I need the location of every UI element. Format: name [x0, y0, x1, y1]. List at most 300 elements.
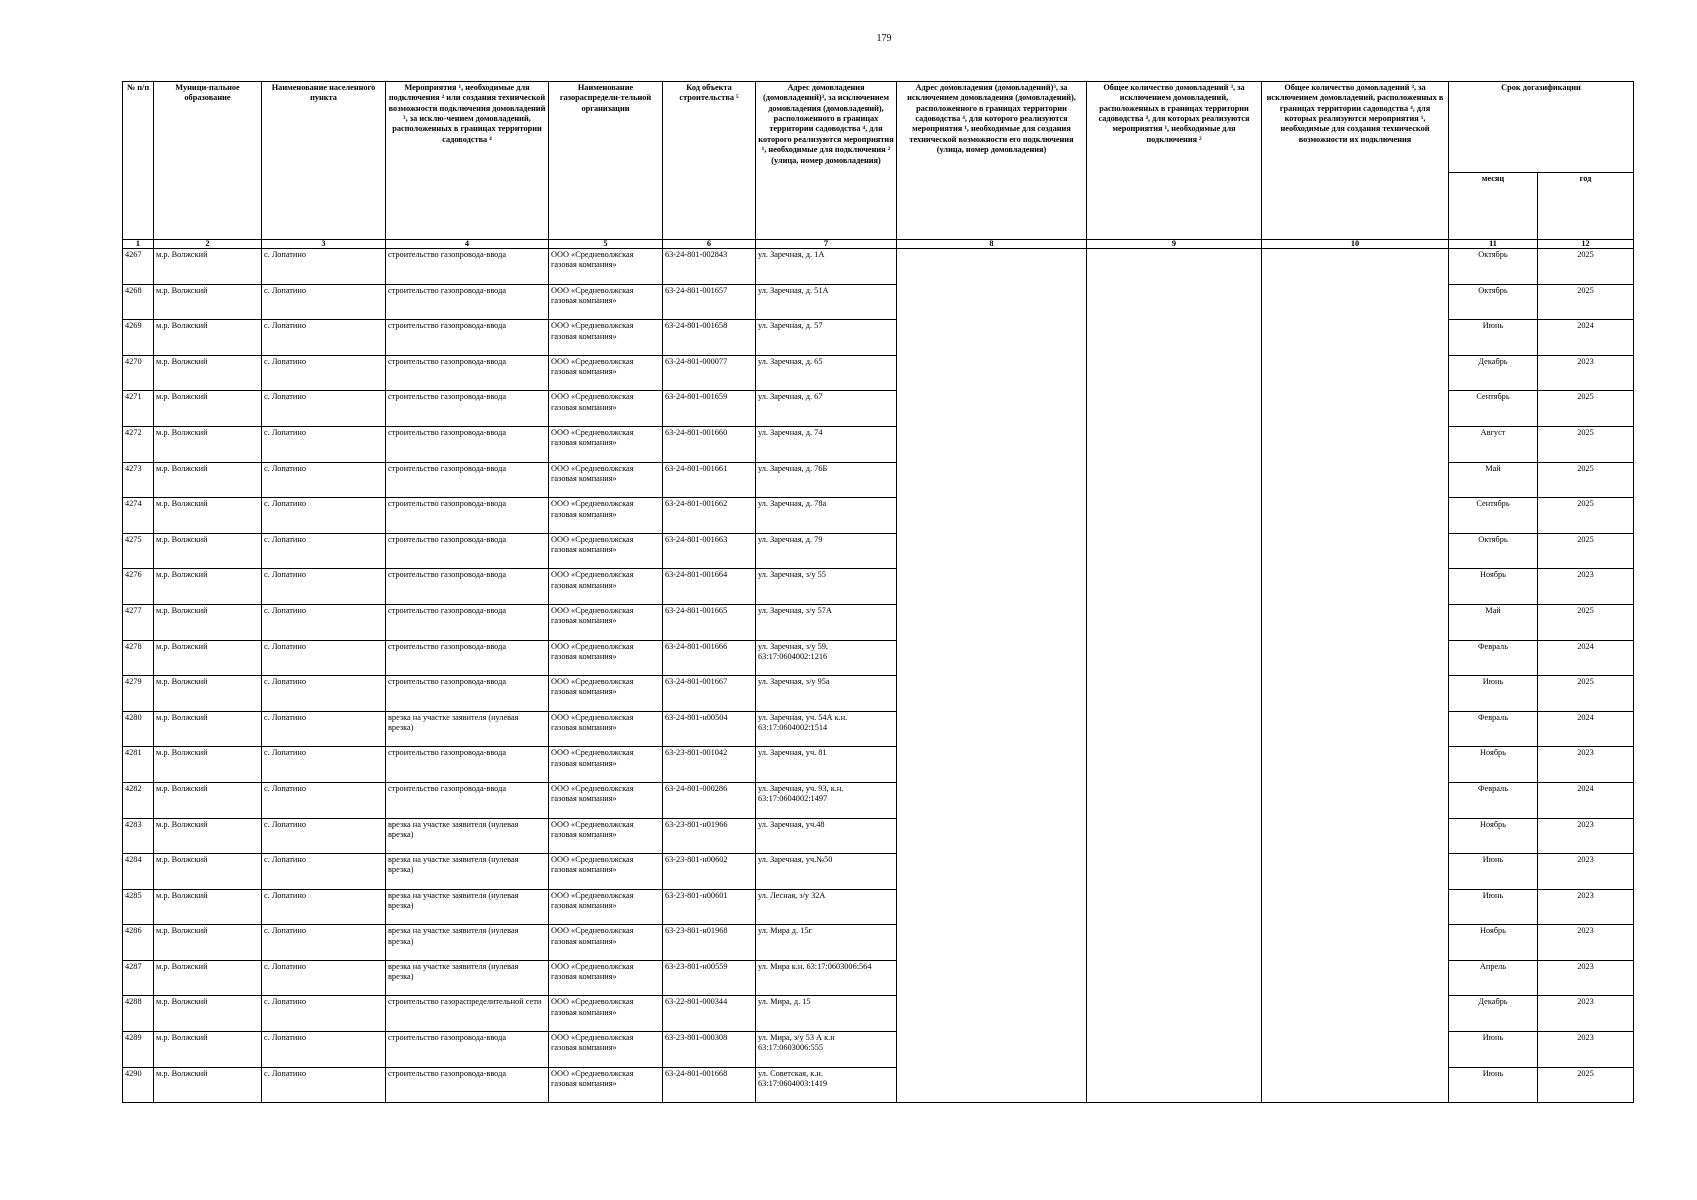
settlement-cell: с. Лопатино	[262, 426, 386, 462]
address-cell: ул. Заречная, д. 79	[756, 533, 897, 569]
column-number: 1	[123, 240, 154, 249]
activity-cell: строительство газопровода-ввода	[386, 426, 549, 462]
municipality-cell: м.р. Волжский	[154, 711, 262, 747]
count-technical-cell	[1262, 889, 1449, 925]
year-cell: 2025	[1538, 249, 1634, 285]
activity-cell: строительство газопровода-ввода	[386, 782, 549, 818]
year-cell: 2024	[1538, 640, 1634, 676]
object-code-cell: 63-24-801-001665	[663, 604, 756, 640]
address-cell: ул. Мира, з/у 53 А к.н 63:17:0603006:555	[756, 1032, 897, 1068]
organization-cell: ООО «Средневолжская газовая компания»	[549, 284, 663, 320]
settlement-cell: с. Лопатино	[262, 925, 386, 961]
activity-cell: строительство газопровода-ввода	[386, 498, 549, 534]
object-code-cell: 63-24-801-000286	[663, 782, 756, 818]
municipality-cell: м.р. Волжский	[154, 284, 262, 320]
settlement-cell: с. Лопатино	[262, 676, 386, 712]
table-row	[123, 604, 1634, 640]
table-row	[123, 711, 1634, 747]
address-technical-cell	[897, 889, 1087, 925]
month-cell: Июнь	[1449, 889, 1538, 925]
year-cell: 2025	[1538, 1067, 1634, 1103]
month-cell: Апрель	[1449, 960, 1538, 996]
address-technical-cell	[897, 960, 1087, 996]
address-technical-cell	[897, 533, 1087, 569]
municipality-cell: м.р. Волжский	[154, 996, 262, 1032]
year-cell: 2025	[1538, 426, 1634, 462]
table-row	[123, 426, 1634, 462]
gasification-registry-table	[122, 81, 1634, 1103]
row-number: 4268	[123, 284, 154, 320]
column-number-row	[123, 240, 1634, 249]
month-cell: Июнь	[1449, 320, 1538, 356]
address-technical-cell	[897, 462, 1087, 498]
activity-cell: строительство газопровода-ввода	[386, 320, 549, 356]
month-cell: Сентябрь	[1449, 498, 1538, 534]
object-code-cell: 63-24-801-001664	[663, 569, 756, 605]
row-number: 4288	[123, 996, 154, 1032]
header-col-address-connection: Адрес домовладения (домовладений)³, за исключением домовладения (домовладений), расположенного в границах территории садоводства ⁴, для которого реализуются мероприятия ¹, необходимые для подключения ² (улица, номер домовладения)	[756, 82, 897, 240]
address-technical-cell	[897, 996, 1087, 1032]
settlement-cell: с. Лопатино	[262, 854, 386, 890]
organization-cell: ООО «Средневолжская газовая компания»	[549, 498, 663, 534]
row-number: 4272	[123, 426, 154, 462]
address-cell: ул. Заречная, д. 74	[756, 426, 897, 462]
table-row	[123, 355, 1634, 391]
table-row	[123, 320, 1634, 356]
row-number: 4281	[123, 747, 154, 783]
address-technical-cell	[897, 711, 1087, 747]
table-row	[123, 747, 1634, 783]
row-number: 4290	[123, 1067, 154, 1103]
settlement-cell: с. Лопатино	[262, 462, 386, 498]
year-cell: 2024	[1538, 711, 1634, 747]
municipality-cell: м.р. Волжский	[154, 462, 262, 498]
count-connection-cell	[1087, 604, 1262, 640]
count-technical-cell	[1262, 996, 1449, 1032]
count-technical-cell	[1262, 711, 1449, 747]
count-technical-cell	[1262, 498, 1449, 534]
table-row	[123, 462, 1634, 498]
address-technical-cell	[897, 925, 1087, 961]
municipality-cell: м.р. Волжский	[154, 925, 262, 961]
year-cell: 2023	[1538, 747, 1634, 783]
object-code-cell: 63-24-801-001663	[663, 533, 756, 569]
organization-cell: ООО «Средневолжская газовая компания»	[549, 925, 663, 961]
month-cell: Июнь	[1449, 1032, 1538, 1068]
count-connection-cell	[1087, 640, 1262, 676]
activity-cell: строительство газопровода-ввода	[386, 676, 549, 712]
address-technical-cell	[897, 355, 1087, 391]
activity-cell: врезка на участке заявителя (нулевая врезка)	[386, 925, 549, 961]
month-cell: Декабрь	[1449, 996, 1538, 1032]
municipality-cell: м.р. Волжский	[154, 391, 262, 427]
municipality-cell: м.р. Волжский	[154, 498, 262, 534]
organization-cell: ООО «Средневолжская газовая компания»	[549, 711, 663, 747]
count-technical-cell	[1262, 676, 1449, 712]
activity-cell: строительство газопровода-ввода	[386, 355, 549, 391]
header-col-count-technical: Общее количество домовладений ³, за исключением домовладений, расположенных в границах территории садоводства ⁴, для которых реализуются мероприятия ¹, необходимые для создания технической возможности их подключения	[1262, 82, 1449, 240]
row-number: 4270	[123, 355, 154, 391]
count-connection-cell	[1087, 498, 1262, 534]
table-row	[123, 960, 1634, 996]
municipality-cell: м.р. Волжский	[154, 960, 262, 996]
year-cell: 2025	[1538, 676, 1634, 712]
address-technical-cell	[897, 854, 1087, 890]
count-technical-cell	[1262, 960, 1449, 996]
activity-cell: врезка на участке заявителя (нулевая врезка)	[386, 960, 549, 996]
organization-cell: ООО «Средневолжская газовая компания»	[549, 818, 663, 854]
municipality-cell: м.р. Волжский	[154, 533, 262, 569]
year-cell: 2025	[1538, 533, 1634, 569]
organization-cell: ООО «Средневолжская газовая компания»	[549, 604, 663, 640]
address-technical-cell	[897, 1067, 1087, 1103]
row-number: 4279	[123, 676, 154, 712]
address-cell: ул. Заречная, д. 78а	[756, 498, 897, 534]
table-row	[123, 498, 1634, 534]
column-number: 5	[549, 240, 663, 249]
activity-cell: строительство газопровода-ввода	[386, 284, 549, 320]
address-cell: ул. Заречная, д. 67	[756, 391, 897, 427]
year-cell: 2025	[1538, 604, 1634, 640]
month-cell: Август	[1449, 426, 1538, 462]
object-code-cell: 63-24-801-001657	[663, 284, 756, 320]
count-connection-cell	[1087, 569, 1262, 605]
object-code-cell: 63-24-801-001662	[663, 498, 756, 534]
activity-cell: строительство газопровода-ввода	[386, 1032, 549, 1068]
municipality-cell: м.р. Волжский	[154, 320, 262, 356]
year-cell: 2023	[1538, 854, 1634, 890]
year-cell: 2023	[1538, 925, 1634, 961]
month-cell: Октябрь	[1449, 533, 1538, 569]
address-cell: ул. Заречная, з/у 57А	[756, 604, 897, 640]
year-cell: 2024	[1538, 782, 1634, 818]
column-number: 3	[262, 240, 386, 249]
municipality-cell: м.р. Волжский	[154, 640, 262, 676]
count-connection-cell	[1087, 854, 1262, 890]
row-number: 4269	[123, 320, 154, 356]
address-cell: ул. Заречная, д. 65	[756, 355, 897, 391]
settlement-cell: с. Лопатино	[262, 498, 386, 534]
count-technical-cell	[1262, 782, 1449, 818]
month-cell: Сентябрь	[1449, 391, 1538, 427]
activity-cell: строительство газопровода-ввода	[386, 747, 549, 783]
organization-cell: ООО «Средневолжская газовая компания»	[549, 889, 663, 925]
municipality-cell: м.р. Волжский	[154, 355, 262, 391]
count-connection-cell	[1087, 533, 1262, 569]
table-row	[123, 782, 1634, 818]
table-row	[123, 889, 1634, 925]
row-number: 4277	[123, 604, 154, 640]
organization-cell: ООО «Средневолжская газовая компания»	[549, 747, 663, 783]
settlement-cell: с. Лопатино	[262, 533, 386, 569]
organization-cell: ООО «Средневолжская газовая компания»	[549, 391, 663, 427]
settlement-cell: с. Лопатино	[262, 782, 386, 818]
organization-cell: ООО «Средневолжская газовая компания»	[549, 782, 663, 818]
header-col-settlement: Наименование населенного пункта	[262, 82, 386, 240]
activity-cell: строительство газопровода-ввода	[386, 640, 549, 676]
activity-cell: строительство газопровода-ввода	[386, 533, 549, 569]
address-technical-cell	[897, 640, 1087, 676]
count-connection-cell	[1087, 889, 1262, 925]
table-row	[123, 569, 1634, 605]
year-cell: 2023	[1538, 569, 1634, 605]
count-connection-cell	[1087, 925, 1262, 961]
address-cell: ул. Заречная, з/у 59, 63:17:0604002:1216	[756, 640, 897, 676]
address-cell: ул. Заречная, д. 57	[756, 320, 897, 356]
count-connection-cell	[1087, 1032, 1262, 1068]
count-technical-cell	[1262, 640, 1449, 676]
count-technical-cell	[1262, 747, 1449, 783]
count-connection-cell	[1087, 782, 1262, 818]
settlement-cell: с. Лопатино	[262, 818, 386, 854]
address-technical-cell	[897, 391, 1087, 427]
address-cell: ул. Заречная, уч.№50	[756, 854, 897, 890]
table-row	[123, 854, 1634, 890]
municipality-cell: м.р. Волжский	[154, 747, 262, 783]
count-technical-cell	[1262, 604, 1449, 640]
year-cell: 2023	[1538, 996, 1634, 1032]
address-cell: ул. Заречная, уч.48	[756, 818, 897, 854]
address-technical-cell	[897, 782, 1087, 818]
count-connection-cell	[1087, 711, 1262, 747]
address-technical-cell	[897, 747, 1087, 783]
object-code-cell: 63-23-801-н01966	[663, 818, 756, 854]
address-cell: ул. Мира д. 15г	[756, 925, 897, 961]
settlement-cell: с. Лопатино	[262, 996, 386, 1032]
organization-cell: ООО «Средневолжская газовая компания»	[549, 533, 663, 569]
address-cell: ул. Заречная, д. 76Б	[756, 462, 897, 498]
row-number: 4274	[123, 498, 154, 534]
organization-cell: ООО «Средневолжская газовая компания»	[549, 355, 663, 391]
object-code-cell: 63-23-801-н00559	[663, 960, 756, 996]
count-technical-cell	[1262, 426, 1449, 462]
municipality-cell: м.р. Волжский	[154, 854, 262, 890]
organization-cell: ООО «Средневолжская газовая компания»	[549, 249, 663, 285]
row-number: 4275	[123, 533, 154, 569]
header-col-deadline: Срок догазификации	[1449, 82, 1634, 173]
activity-cell: строительство газопровода-ввода	[386, 569, 549, 605]
year-cell: 2025	[1538, 284, 1634, 320]
settlement-cell: с. Лопатино	[262, 711, 386, 747]
settlement-cell: с. Лопатино	[262, 1032, 386, 1068]
table-row	[123, 1067, 1634, 1103]
table-row	[123, 249, 1634, 285]
activity-cell: строительство газопровода-ввода	[386, 1067, 549, 1103]
object-code-cell: 63-23-801-000308	[663, 1032, 756, 1068]
count-technical-cell	[1262, 854, 1449, 890]
organization-cell: ООО «Средневолжская газовая компания»	[549, 676, 663, 712]
month-cell: Май	[1449, 604, 1538, 640]
address-technical-cell	[897, 569, 1087, 605]
address-cell: ул. Заречная, д. 51А	[756, 284, 897, 320]
count-connection-cell	[1087, 249, 1262, 285]
municipality-cell: м.р. Волжский	[154, 676, 262, 712]
object-code-cell: 63-24-801-001667	[663, 676, 756, 712]
settlement-cell: с. Лопатино	[262, 747, 386, 783]
address-cell: ул. Мира, д. 15	[756, 996, 897, 1032]
header-col-address-technical: Адрес домовладения (домовладений)³, за исключением домовладения (домовладений), расположенного в границах территории садоводства ⁴, для которого реализуются мероприятия ¹, необходимые для создания технической возможности его подключения (улица, номер домовладения)	[897, 82, 1087, 240]
object-code-cell: 63-24-801-000077	[663, 355, 756, 391]
address-technical-cell	[897, 818, 1087, 854]
table-row	[123, 640, 1634, 676]
count-connection-cell	[1087, 426, 1262, 462]
column-number: 6	[663, 240, 756, 249]
address-cell: ул. Заречная, уч. 81	[756, 747, 897, 783]
year-cell: 2025	[1538, 391, 1634, 427]
table-body	[123, 249, 1634, 1103]
settlement-cell: с. Лопатино	[262, 960, 386, 996]
object-code-cell: 63-23-801-001042	[663, 747, 756, 783]
row-number: 4282	[123, 782, 154, 818]
year-cell: 2024	[1538, 320, 1634, 356]
column-number: 8	[897, 240, 1087, 249]
count-connection-cell	[1087, 747, 1262, 783]
settlement-cell: с. Лопатино	[262, 284, 386, 320]
organization-cell: ООО «Средневолжская газовая компания»	[549, 854, 663, 890]
month-cell: Февраль	[1449, 640, 1538, 676]
row-number: 4284	[123, 854, 154, 890]
address-technical-cell	[897, 604, 1087, 640]
column-number: 2	[154, 240, 262, 249]
column-number: 4	[386, 240, 549, 249]
object-code-cell: 63-24-801-002843	[663, 249, 756, 285]
header-col-year: год	[1538, 173, 1634, 240]
header-col-municipality: Муници-пальное образование	[154, 82, 262, 240]
table-row	[123, 284, 1634, 320]
settlement-cell: с. Лопатино	[262, 249, 386, 285]
year-cell: 2023	[1538, 889, 1634, 925]
object-code-cell: 63-24-801-001666	[663, 640, 756, 676]
row-number: 4286	[123, 925, 154, 961]
activity-cell: строительство газораспределительной сети	[386, 996, 549, 1032]
address-cell: ул. Заречная, з/у 95а	[756, 676, 897, 712]
organization-cell: ООО «Средневолжская газовая компания»	[549, 462, 663, 498]
count-technical-cell	[1262, 533, 1449, 569]
year-cell: 2023	[1538, 960, 1634, 996]
address-technical-cell	[897, 676, 1087, 712]
count-connection-cell	[1087, 818, 1262, 854]
count-connection-cell	[1087, 284, 1262, 320]
count-technical-cell	[1262, 569, 1449, 605]
organization-cell: ООО «Средневолжская газовая компания»	[549, 1032, 663, 1068]
month-cell: Июнь	[1449, 854, 1538, 890]
count-connection-cell	[1087, 996, 1262, 1032]
row-number: 4276	[123, 569, 154, 605]
month-cell: Ноябрь	[1449, 925, 1538, 961]
activity-cell: врезка на участке заявителя (нулевая врезка)	[386, 711, 549, 747]
count-technical-cell	[1262, 391, 1449, 427]
row-number: 4287	[123, 960, 154, 996]
count-connection-cell	[1087, 391, 1262, 427]
object-code-cell: 63-24-801-001659	[663, 391, 756, 427]
activity-cell: строительство газопровода-ввода	[386, 249, 549, 285]
month-cell: Июнь	[1449, 1067, 1538, 1103]
count-technical-cell	[1262, 249, 1449, 285]
address-technical-cell	[897, 498, 1087, 534]
table-header	[123, 82, 1634, 249]
row-number: 4285	[123, 889, 154, 925]
settlement-cell: с. Лопатино	[262, 569, 386, 605]
count-technical-cell	[1262, 1032, 1449, 1068]
count-connection-cell	[1087, 320, 1262, 356]
municipality-cell: м.р. Волжский	[154, 782, 262, 818]
address-cell: ул. Заречная, уч. 93, к.н. 63:17:0604002:1497	[756, 782, 897, 818]
month-cell: Октябрь	[1449, 249, 1538, 285]
activity-cell: строительство газопровода-ввода	[386, 391, 549, 427]
address-cell: ул. Советская, к.н. 63:17:0604003:1419	[756, 1067, 897, 1103]
settlement-cell: с. Лопатино	[262, 604, 386, 640]
table-row	[123, 996, 1634, 1032]
address-cell: ул. Заречная, уч. 54А к.н. 63:17:0604002:1514	[756, 711, 897, 747]
count-technical-cell	[1262, 284, 1449, 320]
count-connection-cell	[1087, 676, 1262, 712]
object-code-cell: 63-24-801-001661	[663, 462, 756, 498]
header-col-organization: Наименование газораспредели-тельной организации	[549, 82, 663, 240]
row-number: 4280	[123, 711, 154, 747]
table-row	[123, 1032, 1634, 1068]
organization-cell: ООО «Средневолжская газовая компания»	[549, 960, 663, 996]
year-cell: 2025	[1538, 498, 1634, 534]
object-code-cell: 63-22-801-000344	[663, 996, 756, 1032]
table-row	[123, 818, 1634, 854]
row-number: 4273	[123, 462, 154, 498]
settlement-cell: с. Лопатино	[262, 391, 386, 427]
row-number: 4271	[123, 391, 154, 427]
address-cell: ул. Заречная, д. 1А	[756, 249, 897, 285]
address-technical-cell	[897, 320, 1087, 356]
table-row	[123, 925, 1634, 961]
column-number: 10	[1262, 240, 1449, 249]
column-number: 9	[1087, 240, 1262, 249]
settlement-cell: с. Лопатино	[262, 355, 386, 391]
settlement-cell: с. Лопатино	[262, 320, 386, 356]
month-cell: Декабрь	[1449, 355, 1538, 391]
address-cell: ул. Заречная, з/у 55	[756, 569, 897, 605]
year-cell: 2025	[1538, 462, 1634, 498]
table-row	[123, 391, 1634, 427]
year-cell: 2023	[1538, 1032, 1634, 1068]
count-connection-cell	[1087, 1067, 1262, 1103]
organization-cell: ООО «Средневолжская газовая компания»	[549, 320, 663, 356]
count-technical-cell	[1262, 925, 1449, 961]
organization-cell: ООО «Средневолжская газовая компания»	[549, 640, 663, 676]
object-code-cell: 63-23-801-н01968	[663, 925, 756, 961]
object-code-cell: 63-24-801-001660	[663, 426, 756, 462]
settlement-cell: с. Лопатино	[262, 640, 386, 676]
address-cell: ул. Мира к.н. 63:17:0603006:564	[756, 960, 897, 996]
month-cell: Май	[1449, 462, 1538, 498]
settlement-cell: с. Лопатино	[262, 889, 386, 925]
settlement-cell: с. Лопатино	[262, 1067, 386, 1103]
object-code-cell: 63-23-801-н00602	[663, 854, 756, 890]
activity-cell: строительство газопровода-ввода	[386, 604, 549, 640]
header-col-count-connection: Общее количество домовладений ³, за исключением домовладений, расположенных в границах территории садоводства ⁴, для которых реализуются мероприятия ¹, необходимые для подключения ²	[1087, 82, 1262, 240]
count-connection-cell	[1087, 960, 1262, 996]
municipality-cell: м.р. Волжский	[154, 426, 262, 462]
address-technical-cell	[897, 1032, 1087, 1068]
municipality-cell: м.р. Волжский	[154, 1032, 262, 1068]
month-cell: Ноябрь	[1449, 818, 1538, 854]
row-number: 4267	[123, 249, 154, 285]
header-col-activities: Мероприятия ¹, необходимые для подключения ² или создания технической возможности подключения домовладений ³, за исклю-чением домовладений, расположенных в границах территории садоводства ⁴	[386, 82, 549, 240]
header-col-month: месяц	[1449, 173, 1538, 240]
table-row	[123, 533, 1634, 569]
count-technical-cell	[1262, 462, 1449, 498]
municipality-cell: м.р. Волжский	[154, 818, 262, 854]
address-technical-cell	[897, 249, 1087, 285]
row-number: 4283	[123, 818, 154, 854]
year-cell: 2023	[1538, 355, 1634, 391]
